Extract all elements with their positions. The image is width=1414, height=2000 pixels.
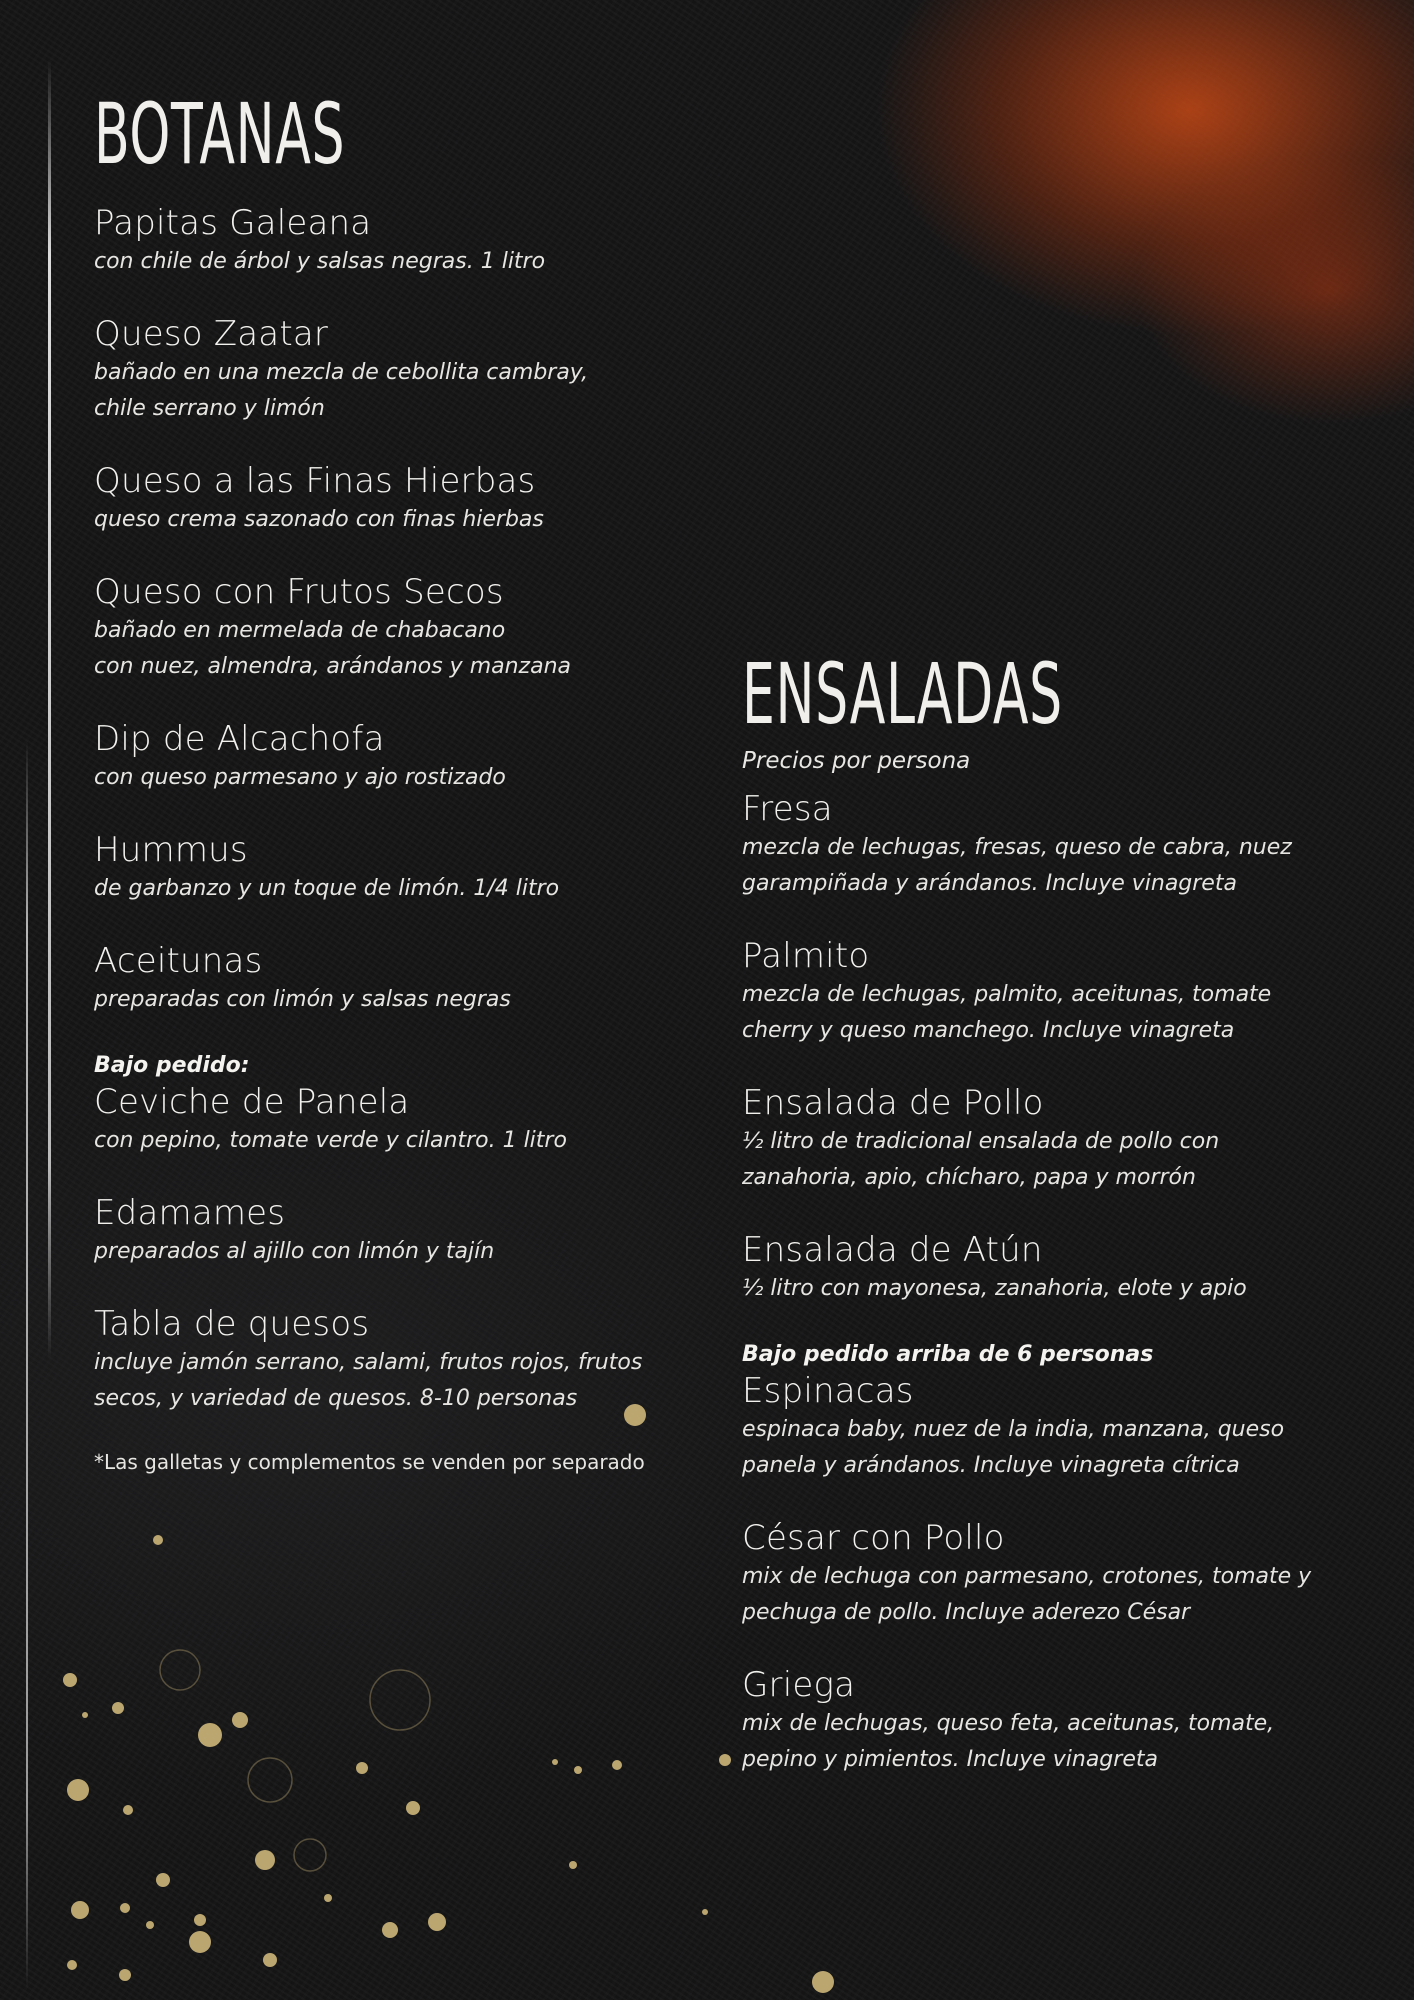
menu-item-note: Bajo pedido: xyxy=(94,1053,250,1078)
menu-item xyxy=(94,202,694,280)
menu-item-description: mezcla de lechugas, fresas, queso de cabra, nuez xyxy=(742,835,1292,860)
menu-item-name: Papitas Galeana xyxy=(94,203,372,243)
menu-item-name: Griega xyxy=(742,1665,856,1705)
menu-item-name: Ceviche de Panela xyxy=(94,1082,410,1122)
menu-item-description: con chile de árbol y salsas negras. 1 litro xyxy=(94,249,546,274)
menu-item-description: preparadas con limón y salsas negras xyxy=(94,987,511,1012)
menu-item-description: incluye jamón serrano, salami, frutos rojos, frutos xyxy=(94,1350,643,1375)
menu-item-description: zanahoria, apio, chícharo, papa y morrón xyxy=(742,1165,1196,1190)
menu-item-description: preparados al ajillo con limón y tajín xyxy=(94,1239,495,1264)
menu-item-name: César con Pollo xyxy=(742,1518,1005,1558)
menu-item-description: pepino y pimientos. Incluye vinagreta xyxy=(742,1747,1158,1772)
menu-item-description: con pepino, tomate verde y cilantro. 1 litro xyxy=(94,1128,567,1153)
ensaladas-subtitle: Precios por persona xyxy=(742,748,971,774)
left-edge-line-lower xyxy=(26,740,28,1990)
menu-item xyxy=(94,829,694,907)
menu-item-description: mezcla de lechugas, palmito, aceitunas, tomate xyxy=(742,982,1272,1007)
menu-item-description: mix de lechuga con parmesano, crotones, tomate y xyxy=(742,1564,1312,1589)
menu-item-name: Aceitunas xyxy=(94,941,263,981)
menu-item-description: ½ litro con mayonesa, zanahoria, elote y apio xyxy=(742,1276,1247,1301)
menu-item-description: bañado en mermelada de chabacano xyxy=(94,618,506,643)
botanas-section xyxy=(94,85,694,1477)
menu-item-description: garampiñada y arándanos. Incluye vinagreta xyxy=(742,871,1237,896)
botanas-list xyxy=(94,202,694,1417)
menu-item-name: Ensalada de Atún xyxy=(742,1230,1043,1270)
menu-item xyxy=(742,1664,1382,1778)
botanas-title: BOTANAS xyxy=(94,85,346,183)
menu-item xyxy=(742,1082,1382,1196)
menu-item-description: queso crema sazonado con finas hierbas xyxy=(94,507,544,532)
menu-item xyxy=(94,1051,694,1159)
menu-item-name: Dip de Alcachofa xyxy=(94,719,385,759)
menu-item xyxy=(742,935,1382,1049)
menu-item xyxy=(94,571,694,685)
ensaladas-title: ENSALADAS xyxy=(742,645,1063,743)
menu-item xyxy=(94,1192,694,1270)
menu-item-name: Queso Zaatar xyxy=(94,314,329,354)
menu-item xyxy=(94,313,694,427)
menu-item xyxy=(94,940,694,1018)
menu-item xyxy=(742,1517,1382,1631)
botanas-footnote: *Las galletas y complementos se venden por separado xyxy=(94,1450,645,1474)
menu-item xyxy=(742,1340,1382,1484)
menu-item-description: cherry y queso manchego. Incluye vinagreta xyxy=(742,1018,1235,1043)
menu-item-description: mix de lechugas, queso feta, aceitunas, tomate, xyxy=(742,1711,1275,1736)
menu-item xyxy=(742,1229,1382,1307)
menu-item-name: Tabla de quesos xyxy=(94,1304,370,1344)
menu-item-description: secos, y variedad de quesos. 8-10 personas xyxy=(94,1386,578,1411)
menu-item-name: Espinacas xyxy=(742,1371,914,1411)
menu-item-description: panela y arándanos. Incluye vinagreta cítrica xyxy=(742,1453,1240,1478)
menu-item-name: Queso a las Finas Hierbas xyxy=(94,461,536,501)
menu-item-name: Fresa xyxy=(742,789,833,829)
menu-item-name: Palmito xyxy=(742,936,870,976)
menu-item-description: bañado en una mezcla de cebollita cambray, xyxy=(94,360,589,385)
menu-item-description: de garbanzo y un toque de limón. 1/4 litro xyxy=(94,876,560,901)
menu-item-description: con nuez, almendra, arándanos y manzana xyxy=(94,654,572,679)
left-edge-line xyxy=(48,60,51,1360)
menu-item-note: Bajo pedido arriba de 6 personas xyxy=(742,1342,1154,1367)
menu-item xyxy=(94,460,694,538)
menu-item-description: chile serrano y limón xyxy=(94,396,325,421)
menu-item-name: Queso con Frutos Secos xyxy=(94,572,504,612)
menu-item-description: ½ litro de tradicional ensalada de pollo con xyxy=(742,1129,1220,1154)
menu-item xyxy=(742,788,1382,902)
menu-item xyxy=(94,718,694,796)
menu-item xyxy=(94,1303,694,1417)
menu-item-description: pechuga de pollo. Incluye aderezo César xyxy=(742,1600,1191,1625)
menu-item-description: espinaca baby, nuez de la india, manzana, queso xyxy=(742,1417,1285,1442)
menu-item-name: Hummus xyxy=(94,830,248,870)
menu-item-name: Edamames xyxy=(94,1193,286,1233)
menu-item-description: con queso parmesano y ajo rostizado xyxy=(94,765,506,790)
ensaladas-section xyxy=(742,645,1382,1778)
ensaladas-list xyxy=(742,788,1382,1778)
menu-item-name: Ensalada de Pollo xyxy=(742,1083,1044,1123)
